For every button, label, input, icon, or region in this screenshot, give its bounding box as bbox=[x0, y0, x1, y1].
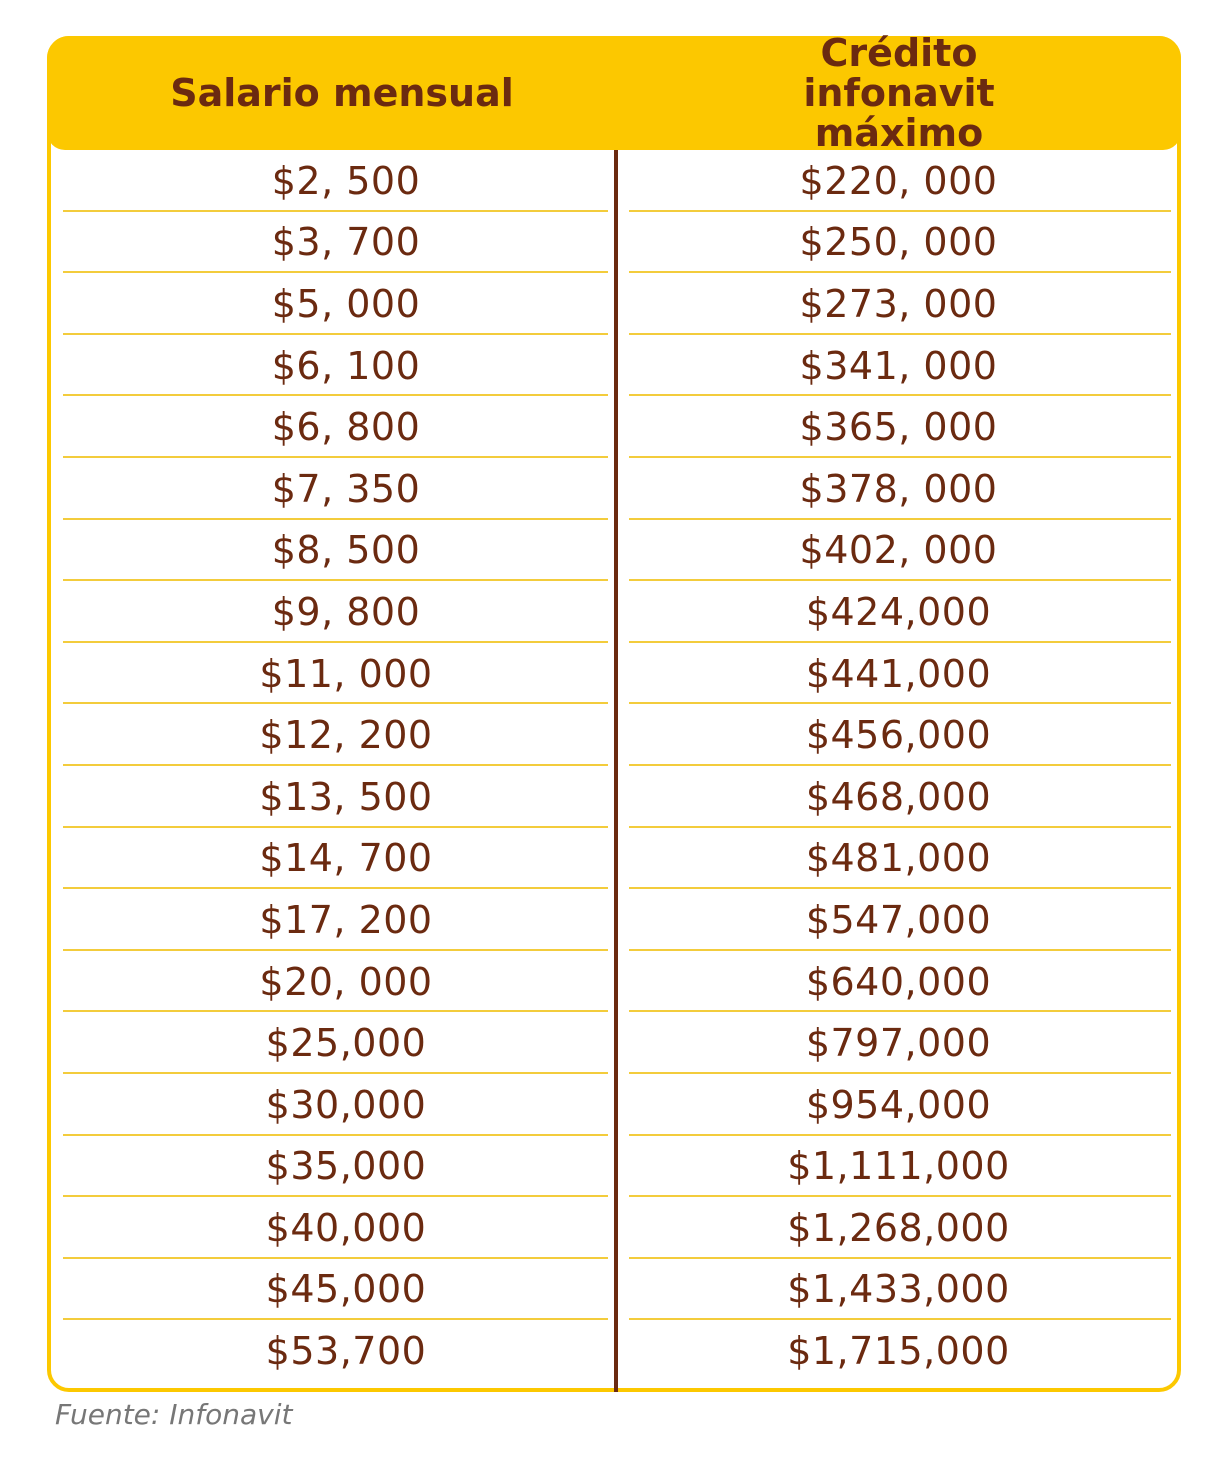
table-row bbox=[51, 1074, 1177, 1136]
credit-cell: $481,000 bbox=[805, 836, 992, 881]
table-row bbox=[51, 1197, 1177, 1259]
salary-cell: $11, 000 bbox=[259, 651, 433, 696]
salary-cell: $17, 200 bbox=[259, 897, 433, 942]
table-row bbox=[51, 704, 1177, 766]
salary-cell: $13, 500 bbox=[259, 774, 433, 819]
table-row bbox=[51, 889, 1177, 951]
salary-cell: $5, 000 bbox=[271, 281, 421, 326]
header-salary: Salario mensual bbox=[170, 71, 514, 115]
table-row bbox=[51, 273, 1177, 335]
salary-cell: $30,000 bbox=[265, 1082, 427, 1127]
salary-cell: $14, 700 bbox=[259, 836, 433, 881]
credit-cell: $250, 000 bbox=[799, 220, 998, 265]
credit-table bbox=[47, 31, 1181, 1392]
table-row bbox=[51, 458, 1177, 520]
table-body bbox=[51, 150, 1177, 1382]
credit-cell: $402, 000 bbox=[799, 528, 998, 573]
credit-cell: $456,000 bbox=[805, 713, 992, 758]
credit-cell: $954,000 bbox=[805, 1082, 992, 1127]
credit-cell: $365, 000 bbox=[799, 405, 998, 450]
table-row bbox=[51, 951, 1177, 1013]
table-row bbox=[51, 643, 1177, 705]
table-row bbox=[51, 1012, 1177, 1074]
credit-cell: $273, 000 bbox=[799, 281, 998, 326]
salary-cell: $12, 200 bbox=[259, 713, 433, 758]
salary-cell: $3, 700 bbox=[271, 220, 421, 265]
credit-cell: $1,715,000 bbox=[787, 1329, 1010, 1374]
credit-cell: $547,000 bbox=[805, 897, 992, 942]
salary-cell: $8, 500 bbox=[271, 528, 421, 573]
table-row bbox=[51, 1136, 1177, 1198]
salary-cell: $45,000 bbox=[265, 1267, 427, 1312]
salary-cell: $20, 000 bbox=[259, 959, 433, 1004]
credit-cell: $797,000 bbox=[805, 1021, 992, 1066]
credit-cell: $1,111,000 bbox=[787, 1144, 1010, 1189]
credit-cell: $341, 000 bbox=[799, 343, 998, 388]
credit-cell: $640,000 bbox=[805, 959, 992, 1004]
salary-cell: $2, 500 bbox=[271, 158, 421, 203]
salary-cell: $53,700 bbox=[265, 1329, 427, 1374]
salary-cell: $9, 800 bbox=[271, 589, 421, 634]
table-row bbox=[51, 520, 1177, 582]
credit-cell: $424,000 bbox=[805, 589, 992, 634]
table-row bbox=[51, 828, 1177, 890]
salary-cell: $6, 100 bbox=[271, 343, 421, 388]
header-credit bbox=[617, 31, 1181, 155]
credit-cell: $220, 000 bbox=[799, 158, 998, 203]
table-row bbox=[51, 150, 1177, 212]
table-header bbox=[47, 31, 1181, 155]
table-row bbox=[51, 1320, 1177, 1382]
credit-cell: $468,000 bbox=[805, 774, 992, 819]
table-row bbox=[51, 766, 1177, 828]
salary-cell: $6, 800 bbox=[271, 405, 421, 450]
table-row bbox=[51, 1259, 1177, 1321]
source-note: Fuente: Infonavit bbox=[55, 1398, 293, 1431]
credit-cell: $378, 000 bbox=[799, 466, 998, 511]
table-row bbox=[51, 212, 1177, 274]
salary-cell: $35,000 bbox=[265, 1144, 427, 1189]
header-credit-label: Crédito infonavit máximo bbox=[803, 31, 995, 155]
salary-cell: $7, 350 bbox=[271, 466, 421, 511]
salary-cell: $40,000 bbox=[265, 1205, 427, 1250]
salary-cell: $25,000 bbox=[265, 1021, 427, 1066]
credit-cell: $1,433,000 bbox=[787, 1267, 1010, 1312]
credit-cell: $441,000 bbox=[805, 651, 992, 696]
table-row bbox=[51, 581, 1177, 643]
credit-cell: $1,268,000 bbox=[787, 1205, 1010, 1250]
table-row bbox=[51, 335, 1177, 397]
table-row bbox=[51, 396, 1177, 458]
